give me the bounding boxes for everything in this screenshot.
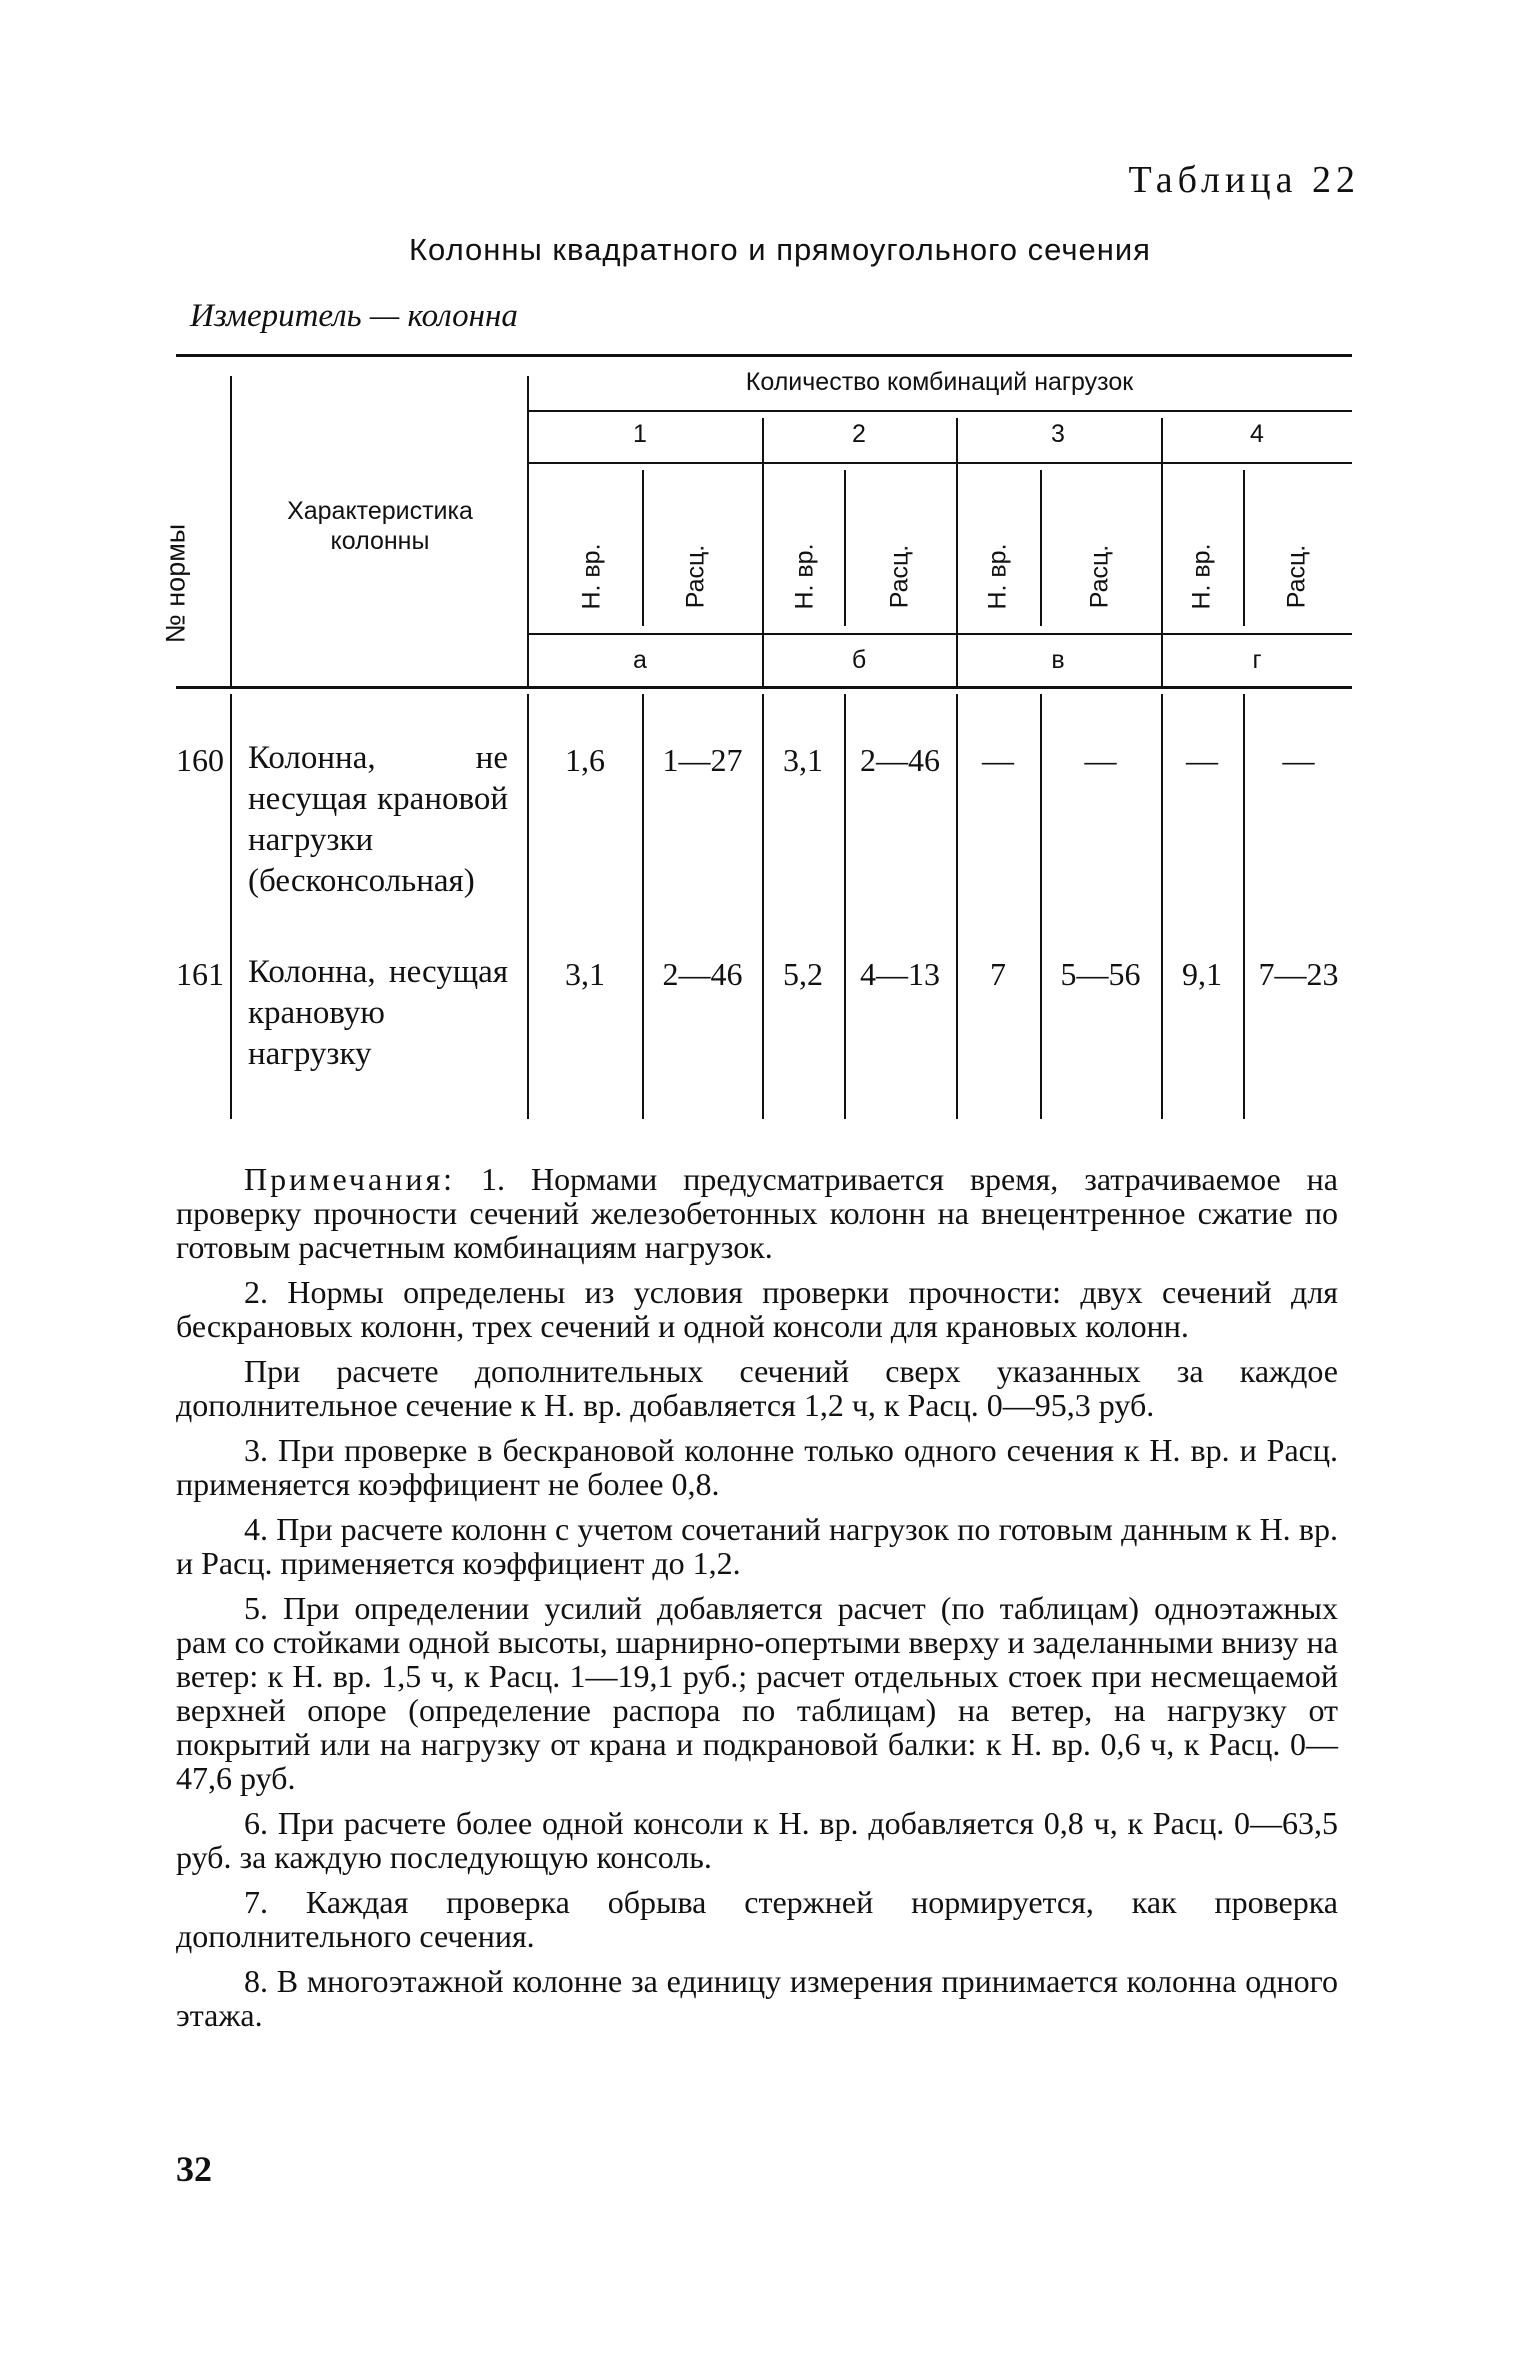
note-1 [176,1162,1338,1264]
col-divider-desc [527,376,529,686]
subheader-hvr-4: Н. вр. [1187,543,1216,610]
body-divider-1 [642,694,644,1119]
subheader-hvr-2: Н. вр. [790,543,819,610]
row-description: Колонна, несущая крановую нагрузку [248,954,508,1072]
row-description: Колонна, не несущая крановой нагрузки (бесконсольная) [248,740,508,899]
cell-rasc-2: 4—13 [860,956,940,992]
group-header-rule [527,410,1352,412]
note-8: 8. В многоэтажной колонне за единицу измерения принимается колонна одного этажа. [176,1963,1338,2033]
subheader-rule [527,633,1352,635]
group-letter-v: в [1051,646,1065,674]
col-divider-g3 [1161,418,1163,686]
group-number-rule [527,462,1352,464]
cell-rasc-3: — [1084,742,1117,778]
group-letter-b: б [851,646,867,674]
note-2: 2. Нормы определены из условия проверки прочности: двух сечений для бескрановых колонн, трех сечений и одной консоли для крановых колонн. [176,1274,1338,1344]
unit-of-measure: Измеритель — колонна [190,298,518,334]
note-1-text: 1. Нормами предусматривается время, затрачиваемое на проверку прочности сечений железобетонных колонн на внецентренное сжатие по готовым расчетным комбинациям нагрузок. [176,1161,1339,1265]
subheader-rasc-4: Расц. [1282,544,1311,609]
col-divider-g2 [956,418,958,686]
group-number-2: 2 [852,420,866,448]
col-header-characteristic: Характеристика колонны [287,497,473,555]
header-bottom-rule [176,686,1352,689]
note-3: 3. При проверке в бескрановой колонне только одного сечения к Н. вр. и Расц. применяется коэффициент не более 0,8. [176,1432,1338,1502]
table-top-rule [176,354,1352,357]
subheader-rasc-1: Расц. [681,544,710,609]
group-header: Количество комбинаций нагрузок [745,368,1134,396]
subheader-hvr-1: Н. вр. [577,543,606,610]
body-divider-desc [527,694,529,1119]
note-2-addendum: При расчете дополнительных сечений сверх указанных за каждое дополнительное сечение к Н. вр. добавляется 1,2 ч, к Расц. 0—95,3 руб. [176,1353,1338,1423]
table-title: Колонны квадратного и прямоугольного сечения [409,232,1151,267]
col-divider-sub2 [844,470,846,626]
col-divider-no [230,376,232,686]
group-letter-g: г [1252,646,1262,674]
table-number: Таблица 22 [1128,159,1360,201]
cell-hvr-4: — [1186,742,1218,778]
cell-rasc-1: 1—27 [662,742,743,778]
group-letter-a: а [633,646,647,674]
subheader-rasc-2: Расц. [885,544,914,609]
cell-rasc-2: 2—46 [860,742,940,778]
cell-rasc-4: — [1282,742,1315,778]
col-divider-sub4 [1243,470,1245,626]
cell-hvr-2: 3,1 [783,742,823,778]
group-number-1: 1 [633,420,647,448]
note-7: 7. Каждая проверка обрыва стержней нормируется, как проверка дополнительного сечения. [176,1884,1338,1954]
subheader-rasc-3: Расц. [1085,544,1114,609]
notes-section [176,1162,1338,2043]
col-header-norm-number: № нормы [160,523,191,644]
group-number-4: 4 [1250,420,1264,448]
cell-rasc-4: 7—23 [1258,956,1339,992]
col-divider-sub3 [1040,470,1042,626]
note-6: 6. При расчете более одной консоли к Н. вр. добавляется 0,8 ч, к Расц. 0—63,5 руб. за каждую последующую консоль. [176,1805,1338,1875]
cell-hvr-2: 5,2 [783,956,823,992]
row-number: 161 [176,956,224,992]
cell-hvr-1: 1,6 [565,742,605,778]
cell-hvr-3: 7 [990,956,1006,992]
cell-hvr-3: — [982,742,1014,778]
cell-rasc-3: 5—56 [1060,956,1141,992]
note-5: 5. При определении усилий добавляется расчет (по таблицам) одноэтажных рам со стойками одной высоты, шарнирно-опертыми вверху и заделанными внизу на ветер: к Н. вр. 1,5 ч, к Расц. 1—19,1 руб.; расчет отдельных стоек при несмещаемой верхней опоре (определение распора по таблицам) на ветер, на нагрузку от покрытий или на нагрузку от крана и подкрановой балки: к Н. вр. 0,6 ч, к Расц. 0—47,6 руб. [176,1590,1338,1796]
group-number-3: 3 [1051,420,1065,448]
col-divider-g1 [762,418,764,686]
subheader-hvr-3: Н. вр. [983,543,1012,610]
note-4: 4. При расчете колонн с учетом сочетаний нагрузок по готовым данным к Н. вр. и Расц. применяется коэффициент до 1,2. [176,1511,1338,1581]
col-divider-sub1 [642,470,644,626]
body-divider-no [230,694,232,1119]
notes-lead: Примечания: [244,1161,456,1197]
page-number: 32 [176,2149,212,2189]
row-number: 160 [176,742,224,778]
cell-rasc-1: 2—46 [662,956,743,992]
cell-hvr-4: 9,1 [1182,956,1222,992]
cell-hvr-1: 3,1 [565,956,605,992]
